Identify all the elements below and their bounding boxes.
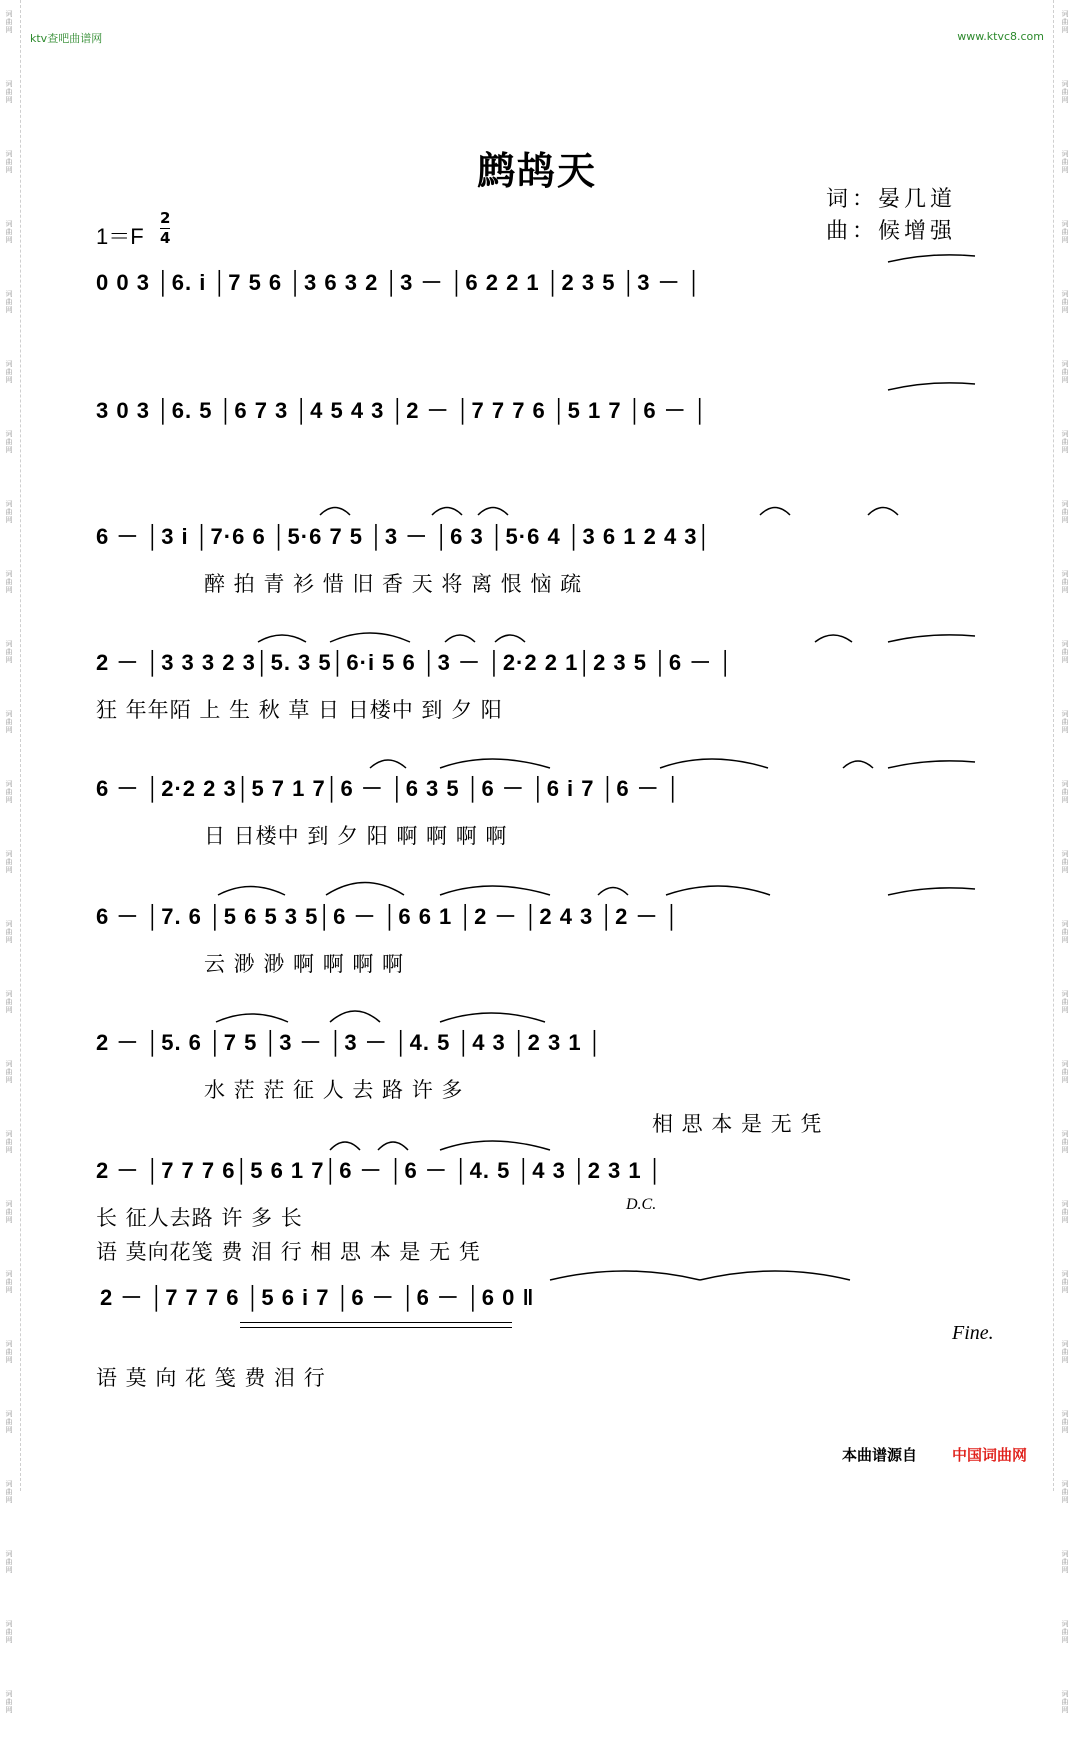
staff-9-notes: 2 － │7 7 7 6 │5 6 i 7 │6 － │6 － │6 0 ‖ [100,1285,535,1310]
staff-6-lyrics: 云 渺 渺 啊 啊 啊 啊 [204,952,405,976]
tie-arc [440,1141,550,1150]
staff-9-lyrics: 语 莫 向 花 笺 费 泪 行 [96,1366,326,1390]
staff-5-lyrics: 日 日楼中 到 夕 阳 啊 啊 啊 啊 [204,824,508,848]
slur-arc [432,508,462,516]
header-right-url[interactable]: www.ktvc8.com [957,30,1044,43]
tie-arc [888,383,975,390]
staff-3-notes: 6 － │3 i │7·6 6 │5·6 7 5 │3 － │6 3 │5·6 4 │3 6 1 2 4 3│ [96,524,713,549]
staff-7-lyrics-verse-1: 水 茫 茫 征 人 去 路 许 多 [204,1078,464,1102]
slur-arc [598,888,628,896]
side-watermark-right: 词 曲 网 词 曲 网 词 曲 网 词 曲 网 词 曲 网 词 曲 网 词 曲 网 词 曲 网 词 曲 网 词 曲 网 词 曲 网 词 曲 网 词 曲 网 词 曲 网 词 曲 网 词 曲 网 词 曲 网 词 曲 网 词 曲 网 词 曲 网 词 曲 网 词 曲 网 词 曲 网 词 曲 网 词 曲 网 [1061,10,1069,1714]
tie-arc [440,886,550,895]
staff-4-lyrics: 狂 年年陌 上 生 秋 草 日 日楼中 到 夕 阳 [96,698,503,722]
slur-arc [330,633,410,642]
staff-4-notes: 2 － │3 3 3 2 3│5. 3 5│6·i 5 6 │3 － │2·2 2 1│2 3 5 │6 － │ [96,650,735,675]
slur-arc [868,508,898,516]
slur-arc [330,1142,360,1150]
slur-arc [478,508,508,516]
key-signature: 1＝F [96,224,144,249]
staff-5-notes: 6 － │2·2 2 3│5 7 1 7│6 － │6 3 5 │6 － │6 i 7 │6 － │ [96,776,682,801]
time-signature-top: 2 [160,209,171,227]
song-title: 鹧鸪天 [476,148,597,193]
tie-arc [888,761,975,768]
staff-2-notes: 3 0 3 │6. 5 │6 7 3 │4 5 4 3 │2 － │7 7 7 6 │5 1 7 │6 － │ [96,398,709,423]
side-watermark-left: 词 曲 网 词 曲 网 词 曲 网 词 曲 网 词 曲 网 词 曲 网 词 曲 网 词 曲 网 词 曲 网 词 曲 网 词 曲 网 词 曲 网 词 曲 网 词 曲 网 词 曲 网 词 曲 网 词 曲 网 词 曲 网 词 曲 网 词 曲 网 词 曲 网 词 曲 网 词 曲 网 词 曲 网 词 曲 网 [5,10,13,1714]
fine-marking: Fine. [952,1322,994,1344]
footer-source-label: 本曲谱源自 [842,1446,918,1464]
tie-arc [700,1271,850,1280]
slur-arc [218,887,285,896]
tie-arc [888,635,975,642]
slur-arc [216,1014,288,1022]
staff-6-notes: 6 － │7. 6 │5 6 5 3 5│6 － │6 6 1 │2 － │2 4 3 │2 － │ [96,904,681,929]
slur-arc [320,508,350,516]
tie-arc [888,255,975,262]
slur-arc [843,761,873,768]
time-signature-bottom: 4 [160,229,171,247]
slur-arc [495,635,525,642]
tie-arc [666,886,770,895]
slur-arc [370,760,406,768]
slur-arc [445,635,475,642]
staff-7-notes: 2 － │5. 6 │7 5 │3 － │3 － │4. 5 │4 3 │2 3 1 │ [96,1030,604,1055]
slur-arc [326,883,404,896]
lyricist-credit: 词：晏几道 [826,187,957,212]
slur-arc [258,635,306,642]
footer-source-site[interactable]: 中国词曲网 [952,1446,1028,1464]
staff-1-notes: 0 0 3 │6. i │7 5 6 │3 6 3 2 │3 － │6 2 2 1 │2 3 5 │3 － │ [96,270,703,295]
dc-marking: D.C. [626,1196,657,1213]
slur-arc [760,508,790,516]
tie-arc [440,1013,545,1022]
composer-credit: 曲：候增强 [826,219,957,244]
staff-3-lyrics: 醉 拍 青 衫 惜 旧 香 天 将 离 恨 恼 疏 [204,572,583,596]
tie-arc [550,1271,700,1280]
staff-7-lyrics-verse-2: 相 思 本 是 无 凭 [652,1112,823,1136]
tie-arc [660,759,768,768]
staff-8-lyrics-verse-1: 长 征人去路 许 多 长 [96,1206,303,1230]
tie-arc [440,759,550,768]
slur-arc [330,1011,380,1022]
staff-8-lyrics-verse-2: 语 莫向花笺 费 泪 行 相 思 本 是 无 凭 [96,1240,481,1264]
tie-arc [888,888,975,895]
slur-arc [378,1142,408,1150]
header-left-site[interactable]: ktv查吧曲谱网 [30,32,103,45]
slur-arc [815,635,852,642]
staff-8-notes: 2 － │7 7 7 6│5 6 1 7│6 － │6 － │4. 5 │4 3 │2 3 1 │ [96,1158,664,1183]
